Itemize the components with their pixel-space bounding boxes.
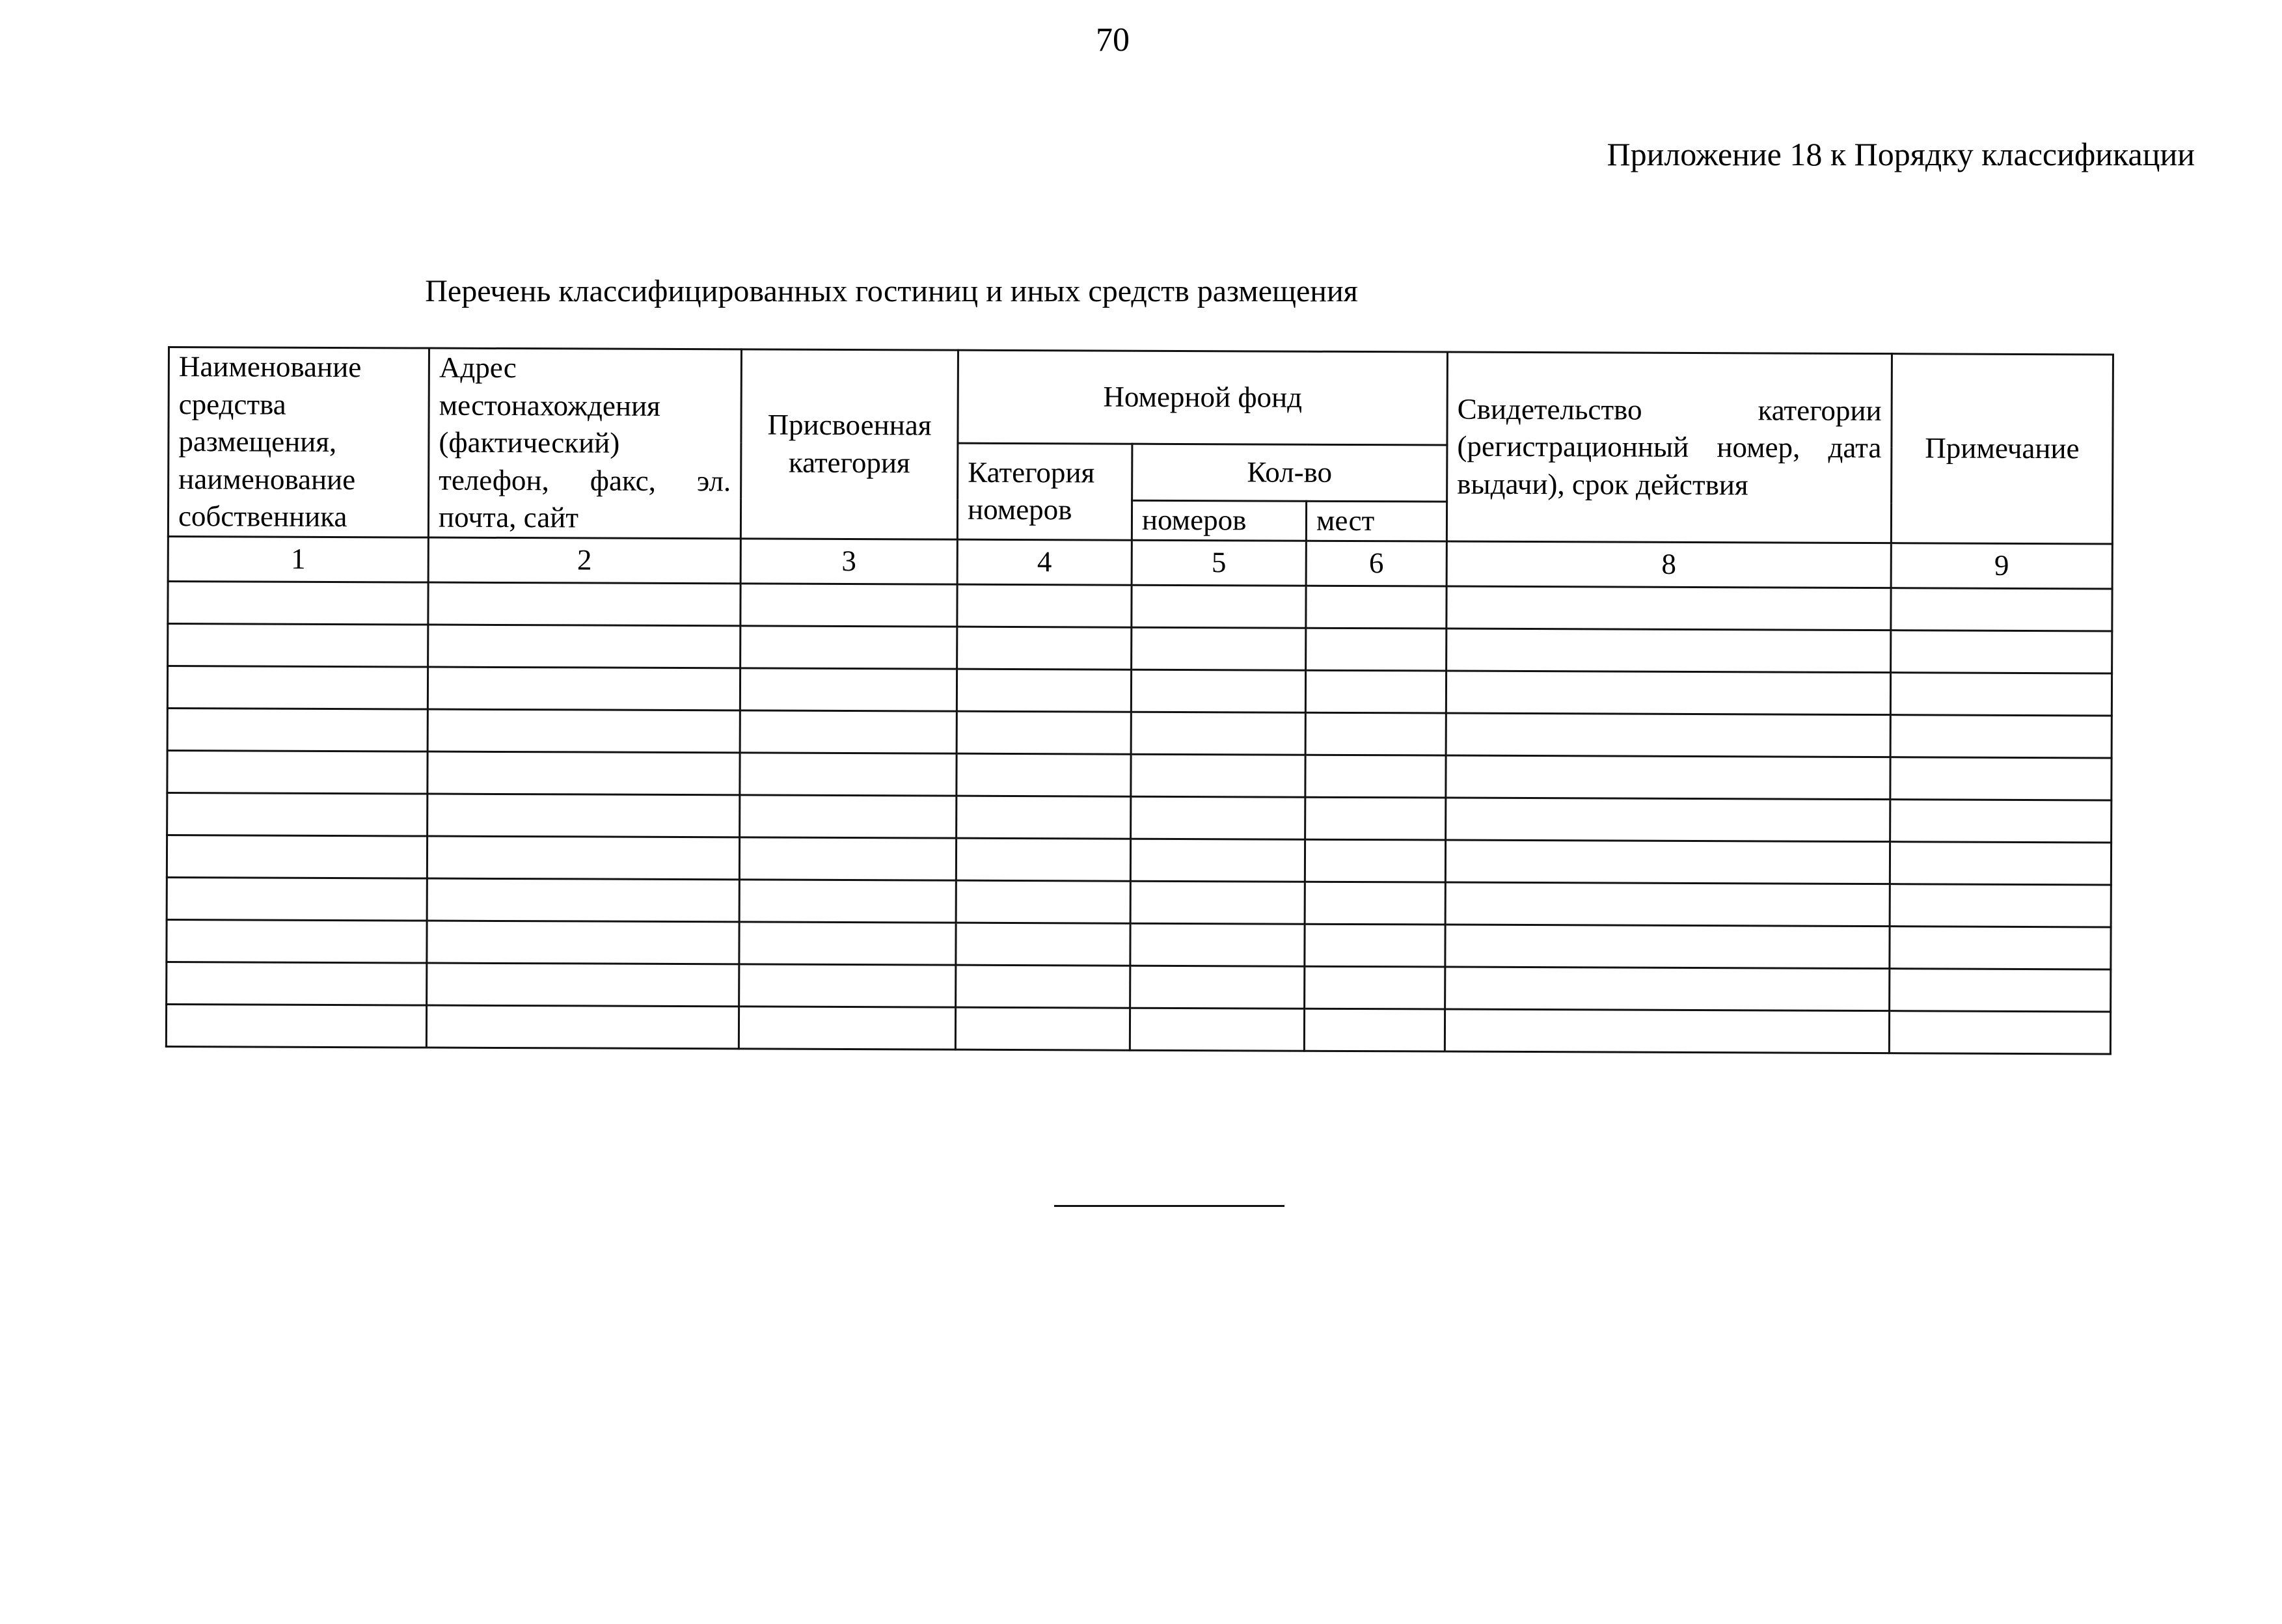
table-cell (168, 581, 428, 625)
header-room-fund: Номерной фонд (958, 350, 1448, 445)
table-row (168, 581, 2112, 630)
table-cell (1445, 925, 1890, 969)
table-cell (1130, 839, 1305, 882)
table-row (168, 623, 2112, 673)
table-cell (1890, 800, 2112, 843)
table-cell (1130, 923, 1305, 966)
table-cell (1306, 628, 1447, 671)
table-cell (427, 963, 739, 1007)
table-cell (957, 669, 1131, 712)
table-cell (739, 1007, 955, 1049)
table-cell (1890, 884, 2111, 927)
table-cell (1446, 798, 1890, 842)
table-cell (166, 1004, 426, 1048)
table-cell (426, 1005, 739, 1049)
table-cell (1305, 966, 1445, 1009)
table-cell (956, 880, 1130, 923)
table-cell (1305, 839, 1445, 882)
table-cell (1445, 1009, 1889, 1053)
table-cell (740, 668, 957, 711)
table-cell (1305, 924, 1445, 967)
table-cell (955, 1007, 1130, 1050)
column-number: 1 (168, 536, 428, 582)
table-cell (428, 667, 740, 710)
column-number: 2 (428, 537, 740, 584)
table-cell (1130, 881, 1305, 924)
table-cell (739, 880, 956, 923)
table-cell (167, 835, 427, 878)
table-cell (957, 627, 1132, 670)
hotels-register-table (165, 346, 2114, 1055)
table-cell (167, 962, 427, 1005)
table-cell (1306, 586, 1447, 629)
table-cell (957, 753, 1131, 796)
table-cell (1890, 842, 2111, 885)
table-cell (739, 922, 956, 965)
table-cell (1445, 882, 1890, 927)
header-note: Примечание (1891, 354, 2113, 544)
table-cell (740, 584, 957, 627)
column-number: 9 (1891, 543, 2112, 589)
table-cell (167, 792, 428, 836)
table-cell (1447, 629, 1891, 673)
table-cell (1890, 757, 2112, 800)
table-cell (1132, 627, 1306, 670)
table-cell (1891, 630, 2112, 673)
table-cell (739, 964, 956, 1007)
table-cell (1305, 755, 1446, 798)
table-cell (957, 796, 1131, 839)
header-assigned-category: Присвоенная категория (740, 349, 958, 539)
table-cell (740, 710, 957, 753)
header-room-category: Категория номеров (957, 443, 1132, 540)
table-row (167, 708, 2112, 757)
table-cell (1131, 712, 1305, 755)
table-cell (956, 838, 1130, 881)
table-cell (1131, 796, 1305, 839)
page-number: 70 (1096, 21, 1130, 59)
table-row (167, 666, 2112, 715)
table-row (166, 1004, 2110, 1053)
table-cell (740, 795, 957, 838)
table-cell (167, 750, 428, 794)
column-number: 6 (1306, 541, 1447, 586)
column-number: 4 (957, 539, 1132, 585)
header-certificate: Свидетельство категории (регистрационный номер, дата выдачи), срок действия (1447, 352, 1892, 543)
table-cell (167, 708, 428, 751)
table-cell (428, 625, 740, 668)
table-row (167, 835, 2111, 884)
table-cell (957, 584, 1132, 627)
table-cell (427, 921, 739, 964)
column-number: 8 (1447, 541, 1891, 588)
table-cell (428, 751, 740, 795)
table-row (167, 877, 2111, 927)
table-cell (428, 794, 740, 837)
header-quantity: Кол-во (1132, 444, 1447, 502)
table-cell (1891, 588, 2112, 631)
table-cell (428, 582, 740, 626)
closing-line (1054, 1205, 1284, 1207)
table-cell (1131, 754, 1305, 797)
column-number-row (168, 536, 2112, 588)
header-rooms-count: номеров (1132, 500, 1306, 541)
table-cell (428, 709, 740, 753)
table-cell (956, 965, 1130, 1008)
table-cell (427, 836, 739, 880)
table-cell (167, 666, 428, 709)
table-cell (1132, 585, 1306, 628)
table-cell (1305, 882, 1445, 925)
table-cell (740, 753, 957, 796)
table-cell (1890, 715, 2112, 758)
table-cell (1890, 969, 2111, 1012)
table-row (167, 919, 2111, 969)
table-cell (1447, 586, 1891, 630)
table-cell (1130, 966, 1305, 1008)
table-row (167, 962, 2111, 1011)
document-title: Перечень классифицированных гостиниц и иных средств размещения (425, 274, 1358, 308)
table-cell (1445, 840, 1890, 884)
table-cell (1305, 712, 1446, 755)
table-row (167, 792, 2112, 842)
header-address: Адрес местонахождения (фактический) телефон, факс, эл. почта, сайт (428, 348, 741, 539)
column-number: 5 (1132, 540, 1306, 586)
table-cell (1305, 797, 1446, 840)
appendix-reference: Приложение 18 к Порядку классификации (1607, 136, 2195, 172)
header-places-count: мест (1306, 501, 1447, 541)
table-cell (1446, 671, 1890, 715)
table-cell (1131, 670, 1305, 712)
table-cell (1889, 1011, 2110, 1054)
table-row (167, 750, 2112, 800)
table-cell (1890, 927, 2111, 969)
table-cell (1304, 1008, 1445, 1051)
table-cell (167, 919, 427, 963)
table-cell (427, 878, 739, 922)
table-cell (1445, 967, 1890, 1011)
table-cell (1446, 755, 1890, 800)
table-cell (1305, 670, 1446, 713)
header-facility-name: Наименование средства размещения, наименование собственника (168, 347, 429, 538)
table-cell (1130, 1008, 1304, 1051)
table-cell (1890, 673, 2112, 716)
table-cell (168, 623, 428, 667)
column-number: 3 (740, 539, 957, 584)
table-cell (167, 877, 427, 921)
table-cell (739, 837, 956, 880)
table-cell (1446, 713, 1890, 757)
table-cell (956, 923, 1130, 966)
table-cell (957, 711, 1131, 754)
table-cell (740, 626, 957, 669)
